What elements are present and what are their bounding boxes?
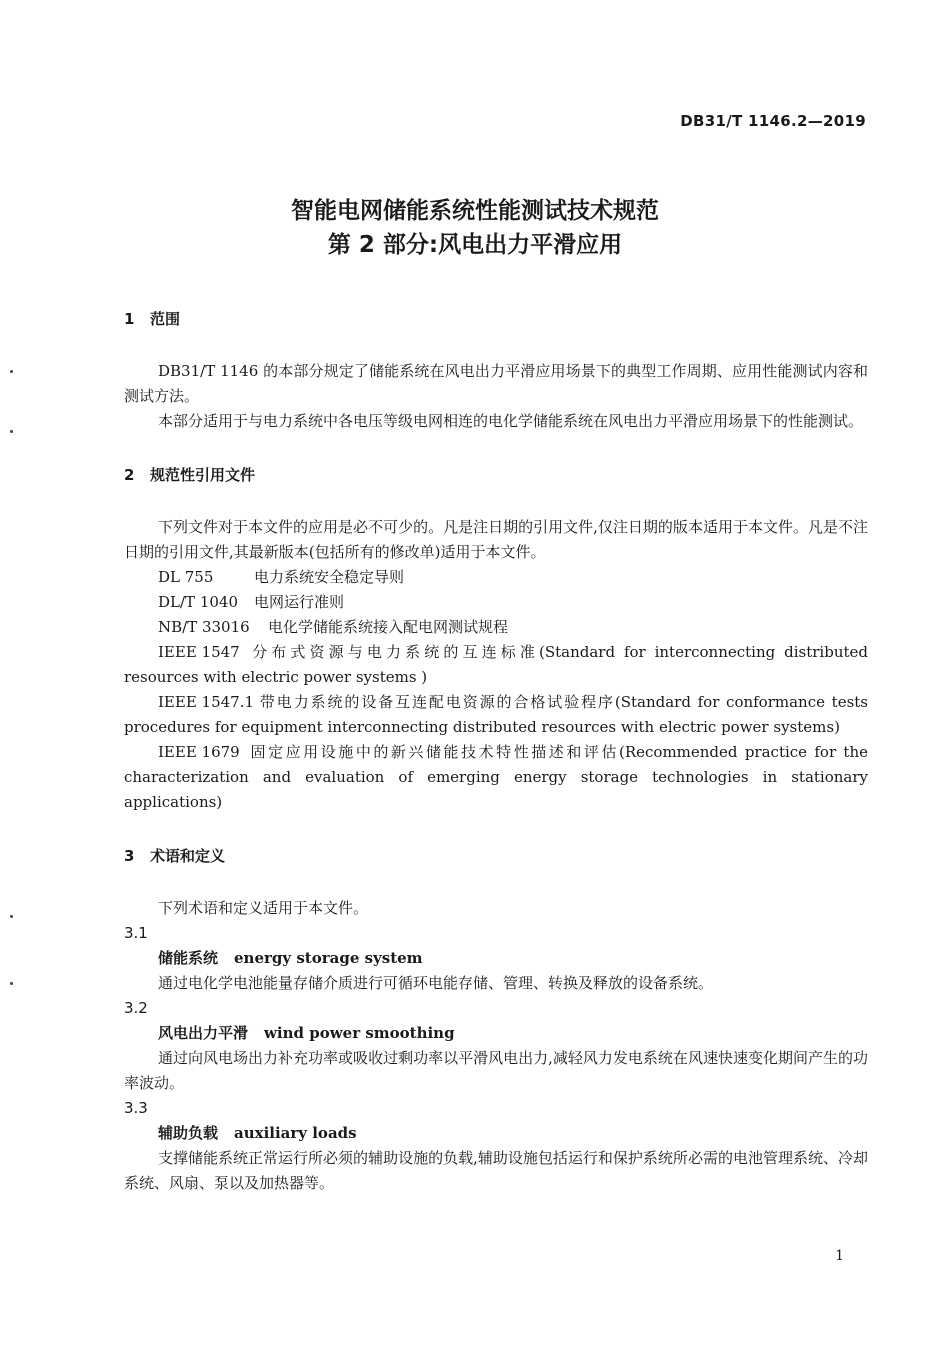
title-line-1: 智能电网储能系统性能测试技术规范: [291, 198, 659, 224]
term-definition: 通过向风电场出力补充功率或吸收过剩功率以平滑风电出力,减轻风力发电系统在风速快速变化期间产生的功率波动。: [124, 1049, 868, 1092]
section-1-paragraph: 本部分适用于与电力系统中各电压等级电网相连的电化学储能系统在风电出力平滑应用场景下的性能测试。: [158, 412, 864, 430]
title-line-2: 第 2 部分:风电出力平滑应用: [327, 232, 623, 258]
term-number: 3.2: [124, 999, 148, 1017]
section-2-intro: 下列文件对于本文件的应用是必不可少的。凡是注日期的引用文件,仅注日期的版本适用于本文件。凡是不注日期的引用文件,其最新版本(包括所有的修改单)适用于本文件。: [124, 518, 868, 561]
reference-item: DL/T 1040 电网运行准则: [158, 593, 345, 611]
term-number: 3.1: [124, 924, 148, 942]
term-name: 储能系统 energy storage system: [158, 949, 423, 967]
margin-mark: [10, 430, 13, 433]
term-definition: 通过电化学电池能量存储介质进行可循环电能存储、管理、转换及释放的设备系统。: [158, 974, 714, 992]
reference-item: NB/T 33016 电化学储能系统接入配电网测试规程: [158, 618, 509, 636]
standard-code: DB31/T 1146.2—2019: [680, 112, 866, 130]
margin-mark: [10, 370, 13, 373]
section-2-heading: 2 规范性引用文件: [124, 466, 256, 484]
section-3-heading: 3 术语和定义: [124, 847, 226, 865]
document-title: [0, 194, 950, 262]
reference-item: IEEE 1547.1 带电力系统的设备互连配电资源的合格试验程序(Standard for conformance tests procedures for equipment interconnecting distributed resources with electric power systems): [124, 693, 868, 736]
margin-mark: [10, 915, 13, 918]
section-1-heading: 1 范围: [124, 310, 181, 328]
document-body: [124, 308, 868, 1196]
reference-item: DL 755 电力系统安全稳定导则: [158, 568, 405, 586]
term-name: 辅助负载 auxiliary loads: [158, 1124, 357, 1142]
page-number: 1: [835, 1248, 844, 1264]
reference-item: IEEE 1679 固定应用设施中的新兴储能技术特性描述和评估(Recommended practice for the characterization and evaluation of emerging energy storage technologies in stationary applications): [124, 743, 868, 811]
term-name: 风电出力平滑 wind power smoothing: [158, 1024, 455, 1042]
section-3-intro: 下列术语和定义适用于本文件。: [158, 899, 369, 917]
term-number: 3.3: [124, 1099, 148, 1117]
margin-mark: [10, 982, 13, 985]
section-1-paragraph: DB31/T 1146 的本部分规定了储能系统在风电出力平滑应用场景下的典型工作周期、应用性能测试内容和测试方法。: [124, 362, 868, 405]
reference-item: IEEE 1547 分布式资源与电力系统的互连标准(Standard for interconnecting distributed resources with electric power systems ): [124, 643, 868, 686]
term-definition: 支撑储能系统正常运行所必须的辅助设施的负载,辅助设施包括运行和保护系统所必需的电池管理系统、冷却系统、风扇、泵以及加热器等。: [124, 1149, 868, 1192]
